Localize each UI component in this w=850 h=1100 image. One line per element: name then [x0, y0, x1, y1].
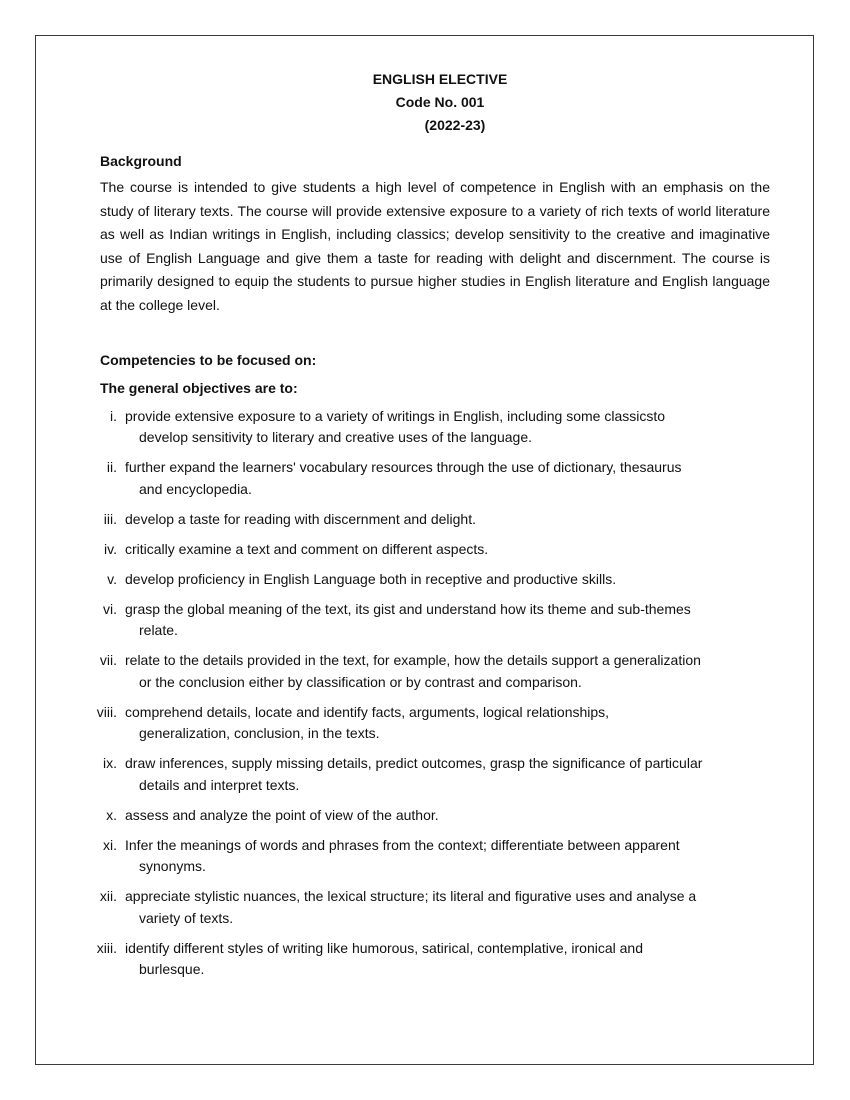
- document-code: Code No. 001: [395, 94, 485, 110]
- objective-item: [83, 650, 703, 693]
- objective-item: [83, 835, 703, 878]
- background-heading: Background: [100, 153, 182, 169]
- objectives-list: [83, 406, 703, 981]
- document-content: [96, 68, 770, 989]
- objectives-heading: The general objectives are to:: [100, 379, 298, 396]
- objective-text: critically examine a text and comment on different aspects.: [125, 540, 489, 557]
- objective-text: identify different styles of writing like humorous, satirical, contemplative, ironical and burlesque.: [125, 939, 643, 978]
- objective-text: appreciate stylistic nuances, the lexical structure; its literal and figurative uses and analyse a variety of texts.: [125, 888, 697, 926]
- objective-text: relate to the details provided in the text, for example, how the details support a generalization or the conclusion either by classification or by contrast and comparison.: [125, 652, 701, 690]
- objective-item: [83, 509, 703, 531]
- objective-item: [83, 805, 703, 827]
- objective-text: develop proficiency in English Language both in receptive and productive skills.: [125, 570, 617, 587]
- objective-text: comprehend details, locate and identify facts, arguments, logical relationships, generalization, conclusion, in the texts.: [125, 703, 610, 742]
- objective-text: provide extensive exposure to a variety of writings in English, including some classicsto develop sensitivity to literary and creative uses of the language.: [125, 407, 666, 446]
- background-paragraph: The course is intended to give students a high level of competence in English with an emphasis on the study of literary texts. The course will provide extensive exposure to a variety of rich texts of world literature as well as Indian writings in English, including classics; develop sensitivity to the creative and imaginative use of English Language and give them a taste for reading with delight and discernment. The course is primarily designed to equip the students to pursue higher studies in English literature and English language at the college level.: [100, 179, 770, 313]
- objective-text: Infer the meanings of words and phrases from the context; differentiate between apparent synonyms.: [125, 836, 680, 875]
- objective-number: vii.: [99, 652, 117, 669]
- title-block: [110, 68, 770, 137]
- objective-text: further expand the learners' vocabulary resources through the use of dictionary, thesaurus and encyclopedia.: [125, 459, 682, 497]
- objective-number: xiii.: [96, 939, 117, 956]
- objective-item: [83, 886, 703, 929]
- objective-text: draw inferences, supply missing details, predict outcomes, grasp the significance of particular details and interpret texts.: [125, 755, 703, 793]
- objective-number: iii.: [103, 510, 117, 527]
- objective-number: ii.: [106, 459, 117, 476]
- objective-text: grasp the global meaning of the text, its gist and understand how its theme and sub-themes relate.: [125, 600, 691, 639]
- document-title: ENGLISH ELECTIVE: [372, 71, 508, 87]
- objective-number: v.: [107, 570, 117, 587]
- objective-text: assess and analyze the point of view of the author.: [125, 806, 439, 823]
- objective-item: [83, 753, 703, 796]
- objective-item: [83, 702, 703, 745]
- objective-number: vi.: [103, 600, 117, 617]
- objective-item: [83, 406, 703, 449]
- objective-text: develop a taste for reading with discernment and delight.: [125, 510, 476, 527]
- objective-item: [83, 938, 703, 981]
- objective-item: [83, 457, 703, 500]
- objective-number: xi.: [103, 836, 117, 853]
- objective-number: iv.: [104, 540, 117, 557]
- objective-item: [83, 599, 703, 642]
- objective-number: viii.: [96, 703, 117, 720]
- objective-number: x.: [106, 806, 117, 823]
- document-year: (2022-23): [424, 117, 486, 133]
- objective-number: xii.: [99, 888, 117, 905]
- objective-item: [83, 569, 703, 591]
- objective-number: i.: [110, 407, 117, 424]
- objective-number: ix.: [103, 755, 117, 772]
- competencies-heading: Competencies to be focused on:: [100, 351, 317, 368]
- objective-item: [83, 539, 703, 561]
